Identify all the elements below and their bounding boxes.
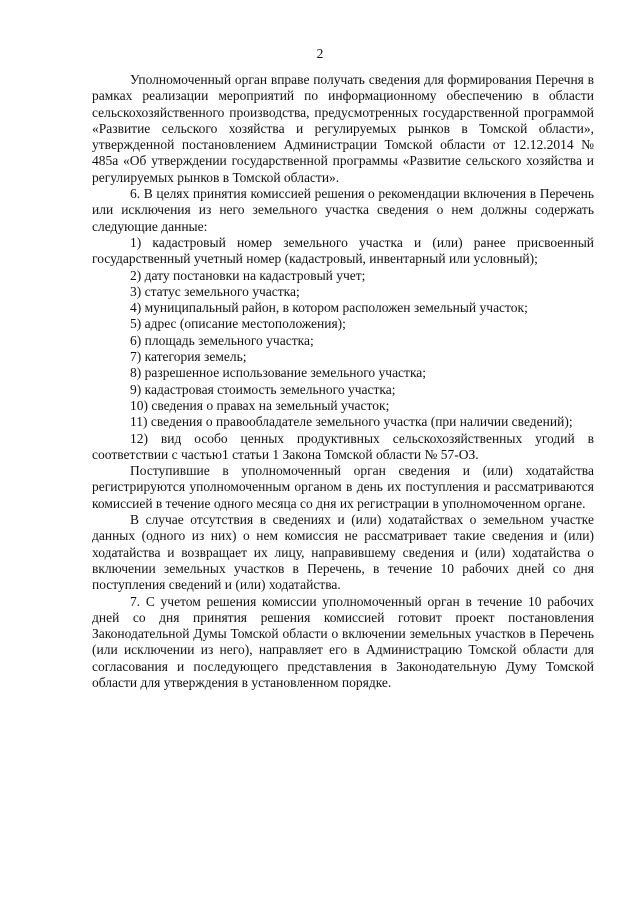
paragraph-authority-info: Уполномоченный орган вправе получать сведения для формирования Перечня в рамках реализации мероприятий по информационному обеспечению в области сельскохозяйственного производства, предусмотренных государственной программой «Развитие сельского хозяйства и регулируемых рынков в Томской области», утвержденной постановлением Администрации Томской области от 12.12.2014 № 485а «Об утверждении государственной программы «Развитие сельского хозяйства и регулируемых рынков в Томской области». (92, 72, 594, 185)
list-item-registration-date: 2) дату постановки на кадастровый учет; (130, 267, 366, 283)
list-item-owner: 11) сведения о правообладателе земельного участка (при наличии сведений); (130, 414, 573, 430)
list-item-cadastral-value: 9) кадастровая стоимость земельного участка; (130, 381, 396, 397)
paragraph-item-7: 7. С учетом решения комиссии уполномоченный орган в течение 10 рабочих дней со дня принятия решения комиссией готовит проект постановления Законодательной Думы Томской области о включении земельных участков в Перечень (или исключении из него), направляет его в Администрацию Томской области для согласования и последующего представления в Законодательную Думу Томской области для утверждения в установленном порядке. (92, 593, 594, 690)
list-item-permitted-use: 8) разрешенное использование земельного участка; (130, 365, 427, 381)
list-item-cadastral-number: 1) кадастровый номер земельного участка и (или) ранее присвоенный государственный учетный номер (кадастровый, инвентарный или условный); (92, 234, 594, 267)
document-body (92, 72, 594, 691)
page-number: 2 (316, 46, 324, 61)
list-item-municipal-district: 4) муниципальный район, в котором расположен земельный участок; (130, 300, 528, 316)
list-item-land-category: 7) категория земель; (130, 349, 247, 365)
list-item-land-type: 12) вид особо ценных продуктивных сельскохозяйственных угодий в соответствии с частью1 статьи 1 Закона Томской области № 57-ОЗ. (92, 430, 594, 462)
list-item-status: 3) статус земельного участка; (130, 283, 300, 299)
paragraph-item-6-intro: 6. В целях принятия комиссией решения о рекомендации включения в Перечень или исключения из него земельного участка сведения о нем должны содержать следующие данные: (92, 186, 594, 234)
paragraph-missing-data: В случае отсутствия в сведениях и (или) ходатайствах о земельном участке данных (одного из них) о нем комиссия не рассматривает такие сведения и (или) ходатайства и возвращает их лицу, направившему сведения и (или) ходатайства о включении земельных участков в Перечень, в течение 10 рабочих дней со дня поступления сведений и (или) ходатайства. (92, 512, 594, 593)
paragraph-registration: Поступившие в уполномоченный орган сведения и (или) ходатайства регистрируются уполномоченным органом в день их поступления и рассматриваются комиссией в течение одного месяца со дня их регистрации в уполномоченном органе. (92, 463, 594, 511)
list-item-area: 6) площадь земельного участка; (130, 332, 314, 348)
list-item-rights: 10) сведения о правах на земельный участок; (130, 397, 390, 413)
list-item-address: 5) адрес (описание местоположения); (130, 316, 346, 332)
